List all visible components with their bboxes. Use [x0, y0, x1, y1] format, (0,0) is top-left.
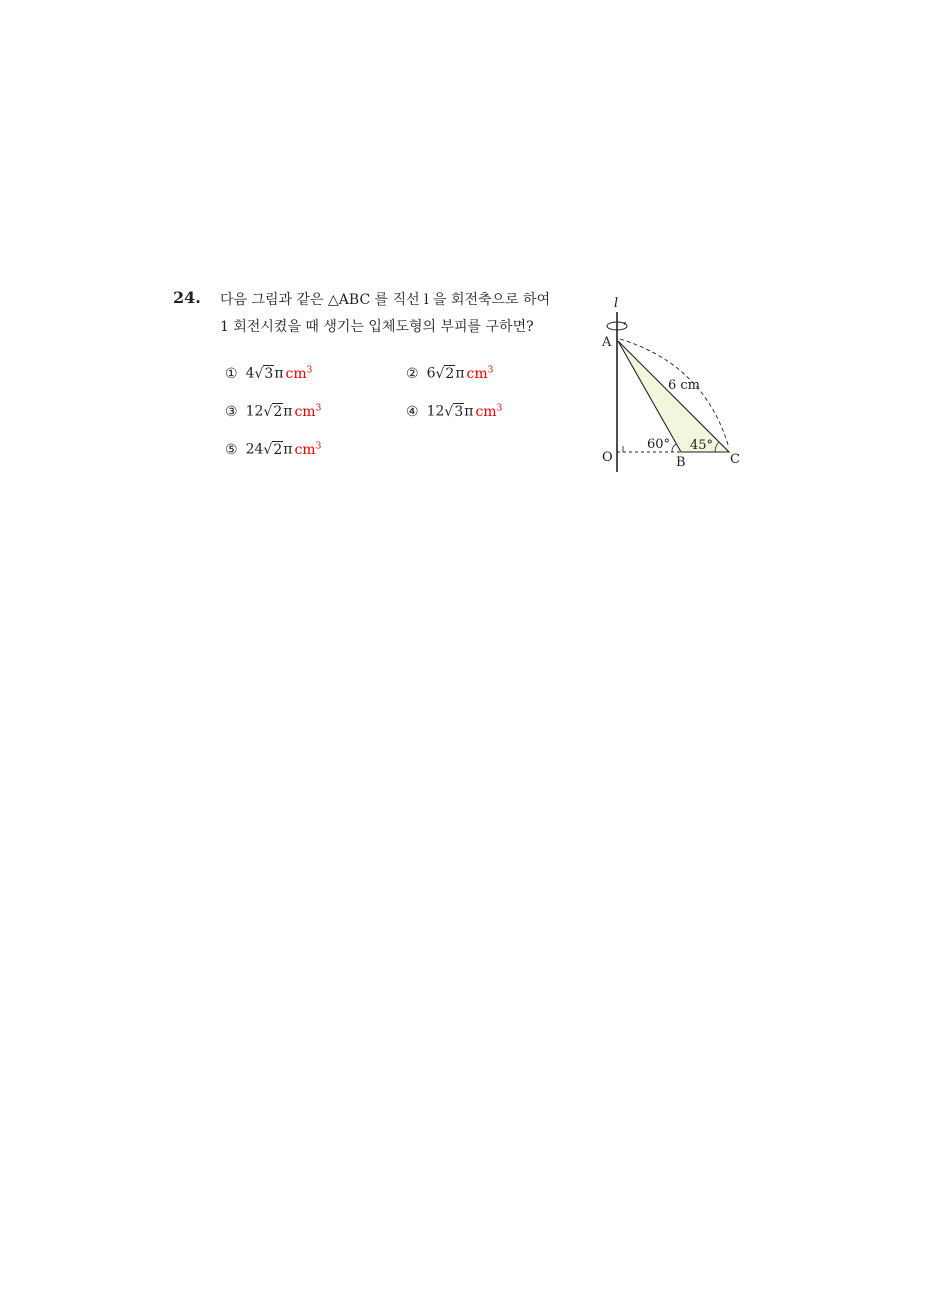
point-o-label: O: [602, 450, 613, 465]
choice-coef: 12: [245, 403, 264, 420]
choice-unit: $cm^3$: [294, 403, 322, 420]
question-text-line2: 1 회전시켰을 때 생기는 입체도형의 부피를 구하면?: [220, 319, 534, 335]
choice-5[interactable]: [225, 441, 321, 458]
question-number: 24.: [173, 288, 201, 307]
length-label: 6 cm: [668, 378, 701, 393]
choice-2[interactable]: [406, 365, 493, 382]
choice-coef: 4: [245, 365, 255, 382]
sqrt-symbol: √2: [263, 441, 283, 458]
angle-c-label: 45°: [690, 438, 714, 453]
choice-coef: 12: [426, 403, 445, 420]
choice-unit: $cm^3$: [294, 441, 322, 458]
choice-pi: π: [464, 403, 474, 420]
triangle-abc: [618, 341, 729, 452]
choice-unit: $cm^3$: [466, 365, 494, 382]
angle-b-label: 60°: [647, 437, 671, 452]
choice-coef: 24: [245, 441, 264, 458]
angle-arc-b: [672, 444, 676, 452]
sqrt-symbol: √2: [435, 365, 455, 382]
choice-mark: ③: [225, 403, 238, 420]
choice-mark: ⑤: [225, 441, 238, 458]
choice-radicand: 2: [273, 403, 283, 420]
axis-label: l: [614, 296, 619, 311]
point-c-label: C: [730, 452, 740, 467]
choice-4[interactable]: [406, 403, 502, 420]
choice-mark: ②: [406, 365, 419, 382]
point-a-label: A: [602, 335, 612, 350]
choice-pi: π: [283, 403, 293, 420]
choice-mark: ①: [225, 365, 238, 382]
triangle-rotation-figure: [590, 290, 750, 480]
choice-unit: $cm^3$: [285, 365, 313, 382]
point-b-label: B: [676, 455, 686, 470]
choice-radicand: 3: [264, 365, 274, 382]
choice-radicand: 3: [454, 403, 464, 420]
choice-radicand: 2: [273, 441, 283, 458]
question-text-line1: 다음 그림과 같은 △ABC 를 직선 l 을 회전축으로 하여: [220, 292, 551, 308]
sqrt-symbol: √3: [254, 365, 274, 382]
choice-radicand: 2: [445, 365, 455, 382]
choice-3[interactable]: [225, 403, 321, 420]
choice-pi: π: [455, 365, 465, 382]
choice-pi: π: [283, 441, 293, 458]
sqrt-symbol: √2: [263, 403, 283, 420]
choice-mark: ④: [406, 403, 419, 420]
sqrt-symbol: √3: [444, 403, 464, 420]
choice-pi: π: [274, 365, 284, 382]
choice-unit: $cm^3$: [475, 403, 503, 420]
choice-1[interactable]: [225, 365, 312, 382]
choice-coef: 6: [426, 365, 436, 382]
